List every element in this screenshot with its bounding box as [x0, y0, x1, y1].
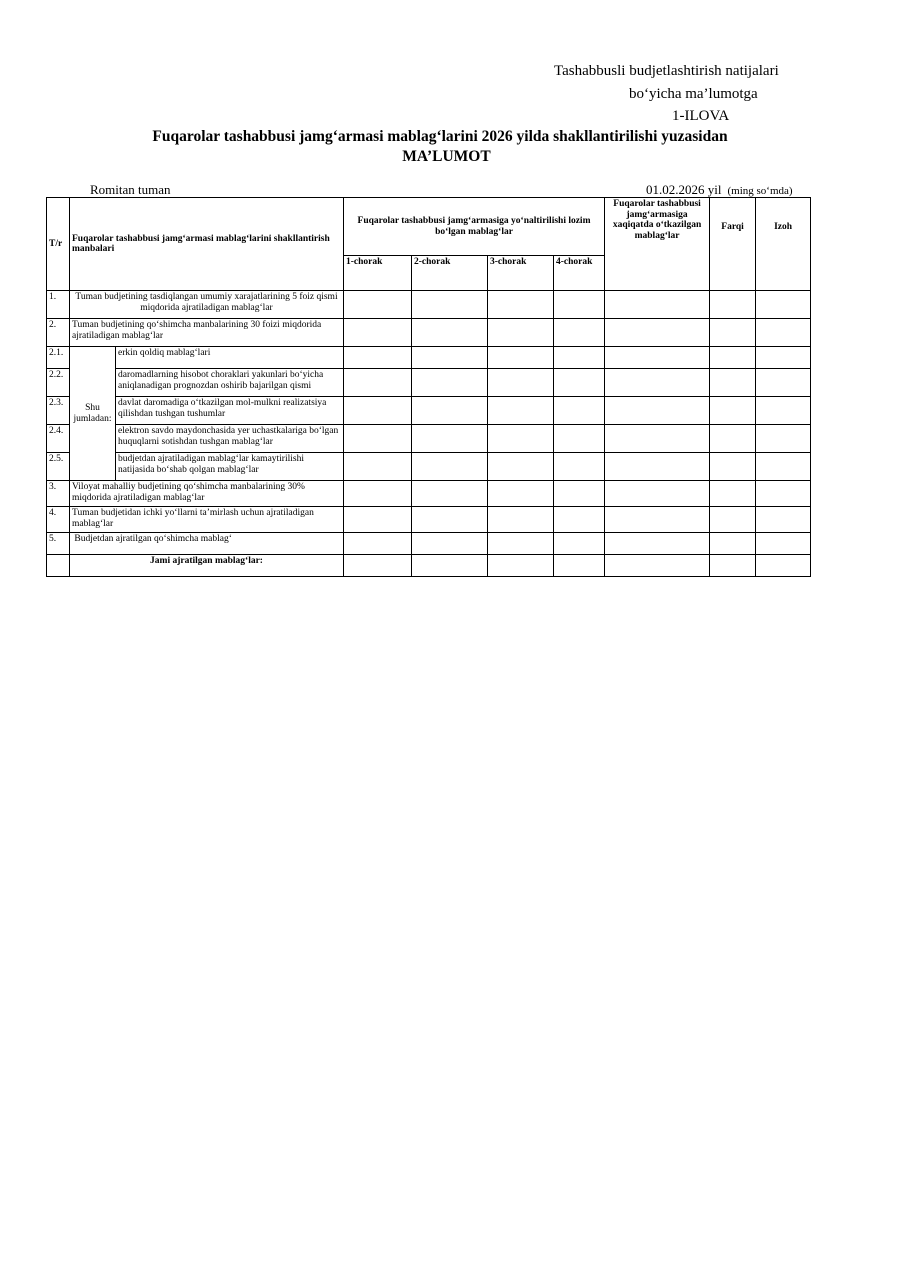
cell-actual	[605, 369, 710, 397]
row-number: 5.	[47, 533, 70, 555]
cell-q2	[412, 507, 488, 533]
cell-q1	[344, 347, 412, 369]
cell-q4	[554, 319, 605, 347]
table-row	[47, 397, 811, 425]
date-value: 01.02.2026 yil	[646, 182, 722, 197]
cell-q2	[412, 533, 488, 555]
cell-diff	[710, 291, 756, 319]
header-quarter-4: 4-chorak	[554, 256, 605, 291]
cell-note	[756, 481, 811, 507]
table-header-row	[47, 198, 811, 256]
document-subtitle: MA’LUMOT	[402, 148, 491, 165]
appendix-number: 1-ILOVA	[672, 108, 730, 124]
row-number: 2.	[47, 319, 70, 347]
cell-q2	[412, 369, 488, 397]
cell-q1	[344, 507, 412, 533]
header-actual: Fuqarolar tashabbusi jamg‘armasiga xaqiqatda o‘tkazilgan mablag‘lar	[605, 198, 710, 291]
cell-diff	[710, 481, 756, 507]
cell-q2	[412, 453, 488, 481]
cell-note	[756, 555, 811, 577]
row-label: daromadlarning hisobot choraklari yakunlari bo‘yicha aniqlanadigan prognozdan oshirib bajarilgan qismi	[116, 369, 344, 397]
table-row	[47, 369, 811, 397]
cell-q3	[488, 319, 554, 347]
table-row	[47, 507, 811, 533]
row-number: 4.	[47, 507, 70, 533]
cell-actual	[605, 507, 710, 533]
cell-q2	[412, 425, 488, 453]
cell-q1	[344, 555, 412, 577]
cell-note	[756, 453, 811, 481]
subgroup-label: Shu jumladan:	[70, 347, 116, 481]
cell-q4	[554, 425, 605, 453]
cell-q3	[488, 425, 554, 453]
cell-diff	[710, 453, 756, 481]
cell-diff	[710, 319, 756, 347]
cell-q4	[554, 397, 605, 425]
row-number: 2.2.	[47, 369, 70, 397]
row-number: 3.	[47, 481, 70, 507]
cell-note	[756, 291, 811, 319]
table-row	[47, 425, 811, 453]
cell-q2	[412, 481, 488, 507]
row-label-text: Tuman budjetining tasdiqlangan umumiy xarajatlarining 5 foiz qismi miqdorida ajratiladigan mablag‘lar	[75, 292, 338, 313]
cell-note	[756, 533, 811, 555]
table-row	[47, 453, 811, 481]
cell-q4	[554, 507, 605, 533]
cell-q2	[412, 347, 488, 369]
report-table	[46, 197, 811, 577]
row-number: 2.4.	[47, 425, 70, 453]
cell-diff	[710, 425, 756, 453]
cell-diff	[710, 507, 756, 533]
cell-actual	[605, 453, 710, 481]
cell-diff	[710, 533, 756, 555]
table-row	[47, 319, 811, 347]
cell-q2	[412, 397, 488, 425]
header-diff: Farqi	[710, 198, 756, 291]
cell-q4	[554, 453, 605, 481]
cell-note	[756, 319, 811, 347]
cell-diff	[710, 397, 756, 425]
cell-q3	[488, 555, 554, 577]
row-label: budjetdan ajratiladigan mablag‘lar kamaytirilishi natijasida bo‘shab qolgan mablag‘lar	[116, 453, 344, 481]
cell-diff	[710, 555, 756, 577]
cell-q3	[488, 481, 554, 507]
cell-note	[756, 507, 811, 533]
cell-q4	[554, 481, 605, 507]
cell-q3	[488, 533, 554, 555]
header-note: Izoh	[756, 198, 811, 291]
district-name: Romitan tuman	[90, 182, 171, 197]
row-number: 2.3.	[47, 397, 70, 425]
report-date	[646, 182, 793, 198]
cell-q1	[344, 397, 412, 425]
row-label: Budjetdan ajratilgan qo‘shimcha mablag‘	[70, 533, 344, 555]
cell-note	[756, 425, 811, 453]
cell-q1	[344, 453, 412, 481]
row-label: erkin qoldiq mablag‘lari	[116, 347, 344, 369]
table-row	[47, 533, 811, 555]
row-label: davlat daromadiga o‘tkazilgan mol-mulkni realizatsiya qilishdan tushgan tushumlar	[116, 397, 344, 425]
appendix-header-line2: bo‘yicha ma’lumotga	[629, 86, 758, 102]
cell-q4	[554, 291, 605, 319]
cell-actual	[605, 555, 710, 577]
total-number	[47, 555, 70, 577]
row-number: 1.	[47, 291, 70, 319]
cell-q4	[554, 347, 605, 369]
cell-note	[756, 397, 811, 425]
cell-actual	[605, 291, 710, 319]
cell-note	[756, 347, 811, 369]
cell-q1	[344, 425, 412, 453]
header-quarter-1: 1-chorak	[344, 256, 412, 291]
cell-note	[756, 369, 811, 397]
cell-q3	[488, 397, 554, 425]
table-row	[47, 291, 811, 319]
row-label: Viloyat mahalliy budjetining qo‘shimcha manbalarining 30% miqdorida ajratiladigan mablag‘lar	[70, 481, 344, 507]
cell-q1	[344, 369, 412, 397]
header-source: Fuqarolar tashabbusi jamg‘armasi mablag‘larini shakllantirish manbalari	[70, 198, 344, 291]
table-total-row	[47, 555, 811, 577]
cell-q2	[412, 555, 488, 577]
row-label: Tuman budjetining qo‘shimcha manbalarining 30 foizi miqdorida ajratiladigan mablag‘lar	[70, 319, 344, 347]
cell-q3	[488, 369, 554, 397]
unit-label: (ming so‘mda)	[727, 185, 793, 197]
cell-q1	[344, 481, 412, 507]
cell-q1	[344, 533, 412, 555]
row-number: 2.5.	[47, 453, 70, 481]
row-number: 2.1.	[47, 347, 70, 369]
cell-q1	[344, 291, 412, 319]
appendix-header-line1: Tashabbusli budjetlashtirish natijalari	[554, 63, 779, 79]
total-label: Jami ajratilgan mablag‘lar:	[70, 555, 344, 577]
cell-actual	[605, 533, 710, 555]
cell-actual	[605, 481, 710, 507]
cell-actual	[605, 425, 710, 453]
cell-q4	[554, 533, 605, 555]
cell-q3	[488, 507, 554, 533]
header-quarter-2: 2-chorak	[412, 256, 488, 291]
cell-q4	[554, 369, 605, 397]
header-required: Fuqarolar tashabbusi jamg‘armasiga yo‘naltirilishi lozim bo‘lgan mablag‘lar	[344, 198, 605, 256]
cell-actual	[605, 397, 710, 425]
cell-q3	[488, 453, 554, 481]
cell-q3	[488, 291, 554, 319]
cell-diff	[710, 369, 756, 397]
cell-diff	[710, 347, 756, 369]
header-tr: T/r	[47, 198, 70, 291]
header-quarter-3: 3-chorak	[488, 256, 554, 291]
cell-q2	[412, 319, 488, 347]
row-label: elektron savdo maydonchasida yer uchastkalariga bo‘lgan huquqlarni sotishdan tushgan mablag‘lar	[116, 425, 344, 453]
table-row	[47, 481, 811, 507]
cell-actual	[605, 347, 710, 369]
row-label	[70, 291, 344, 319]
cell-q1	[344, 319, 412, 347]
row-label: Tuman budjetidan ichki yo‘llarni ta’mirlash uchun ajratiladigan mablag‘lar	[70, 507, 344, 533]
cell-q3	[488, 347, 554, 369]
cell-q4	[554, 555, 605, 577]
table-row	[47, 347, 811, 369]
cell-q2	[412, 291, 488, 319]
cell-actual	[605, 319, 710, 347]
document-title: Fuqarolar tashabbusi jamg‘armasi mablag‘larini 2026 yilda shakllantirilishi yuzasidan	[152, 128, 728, 145]
